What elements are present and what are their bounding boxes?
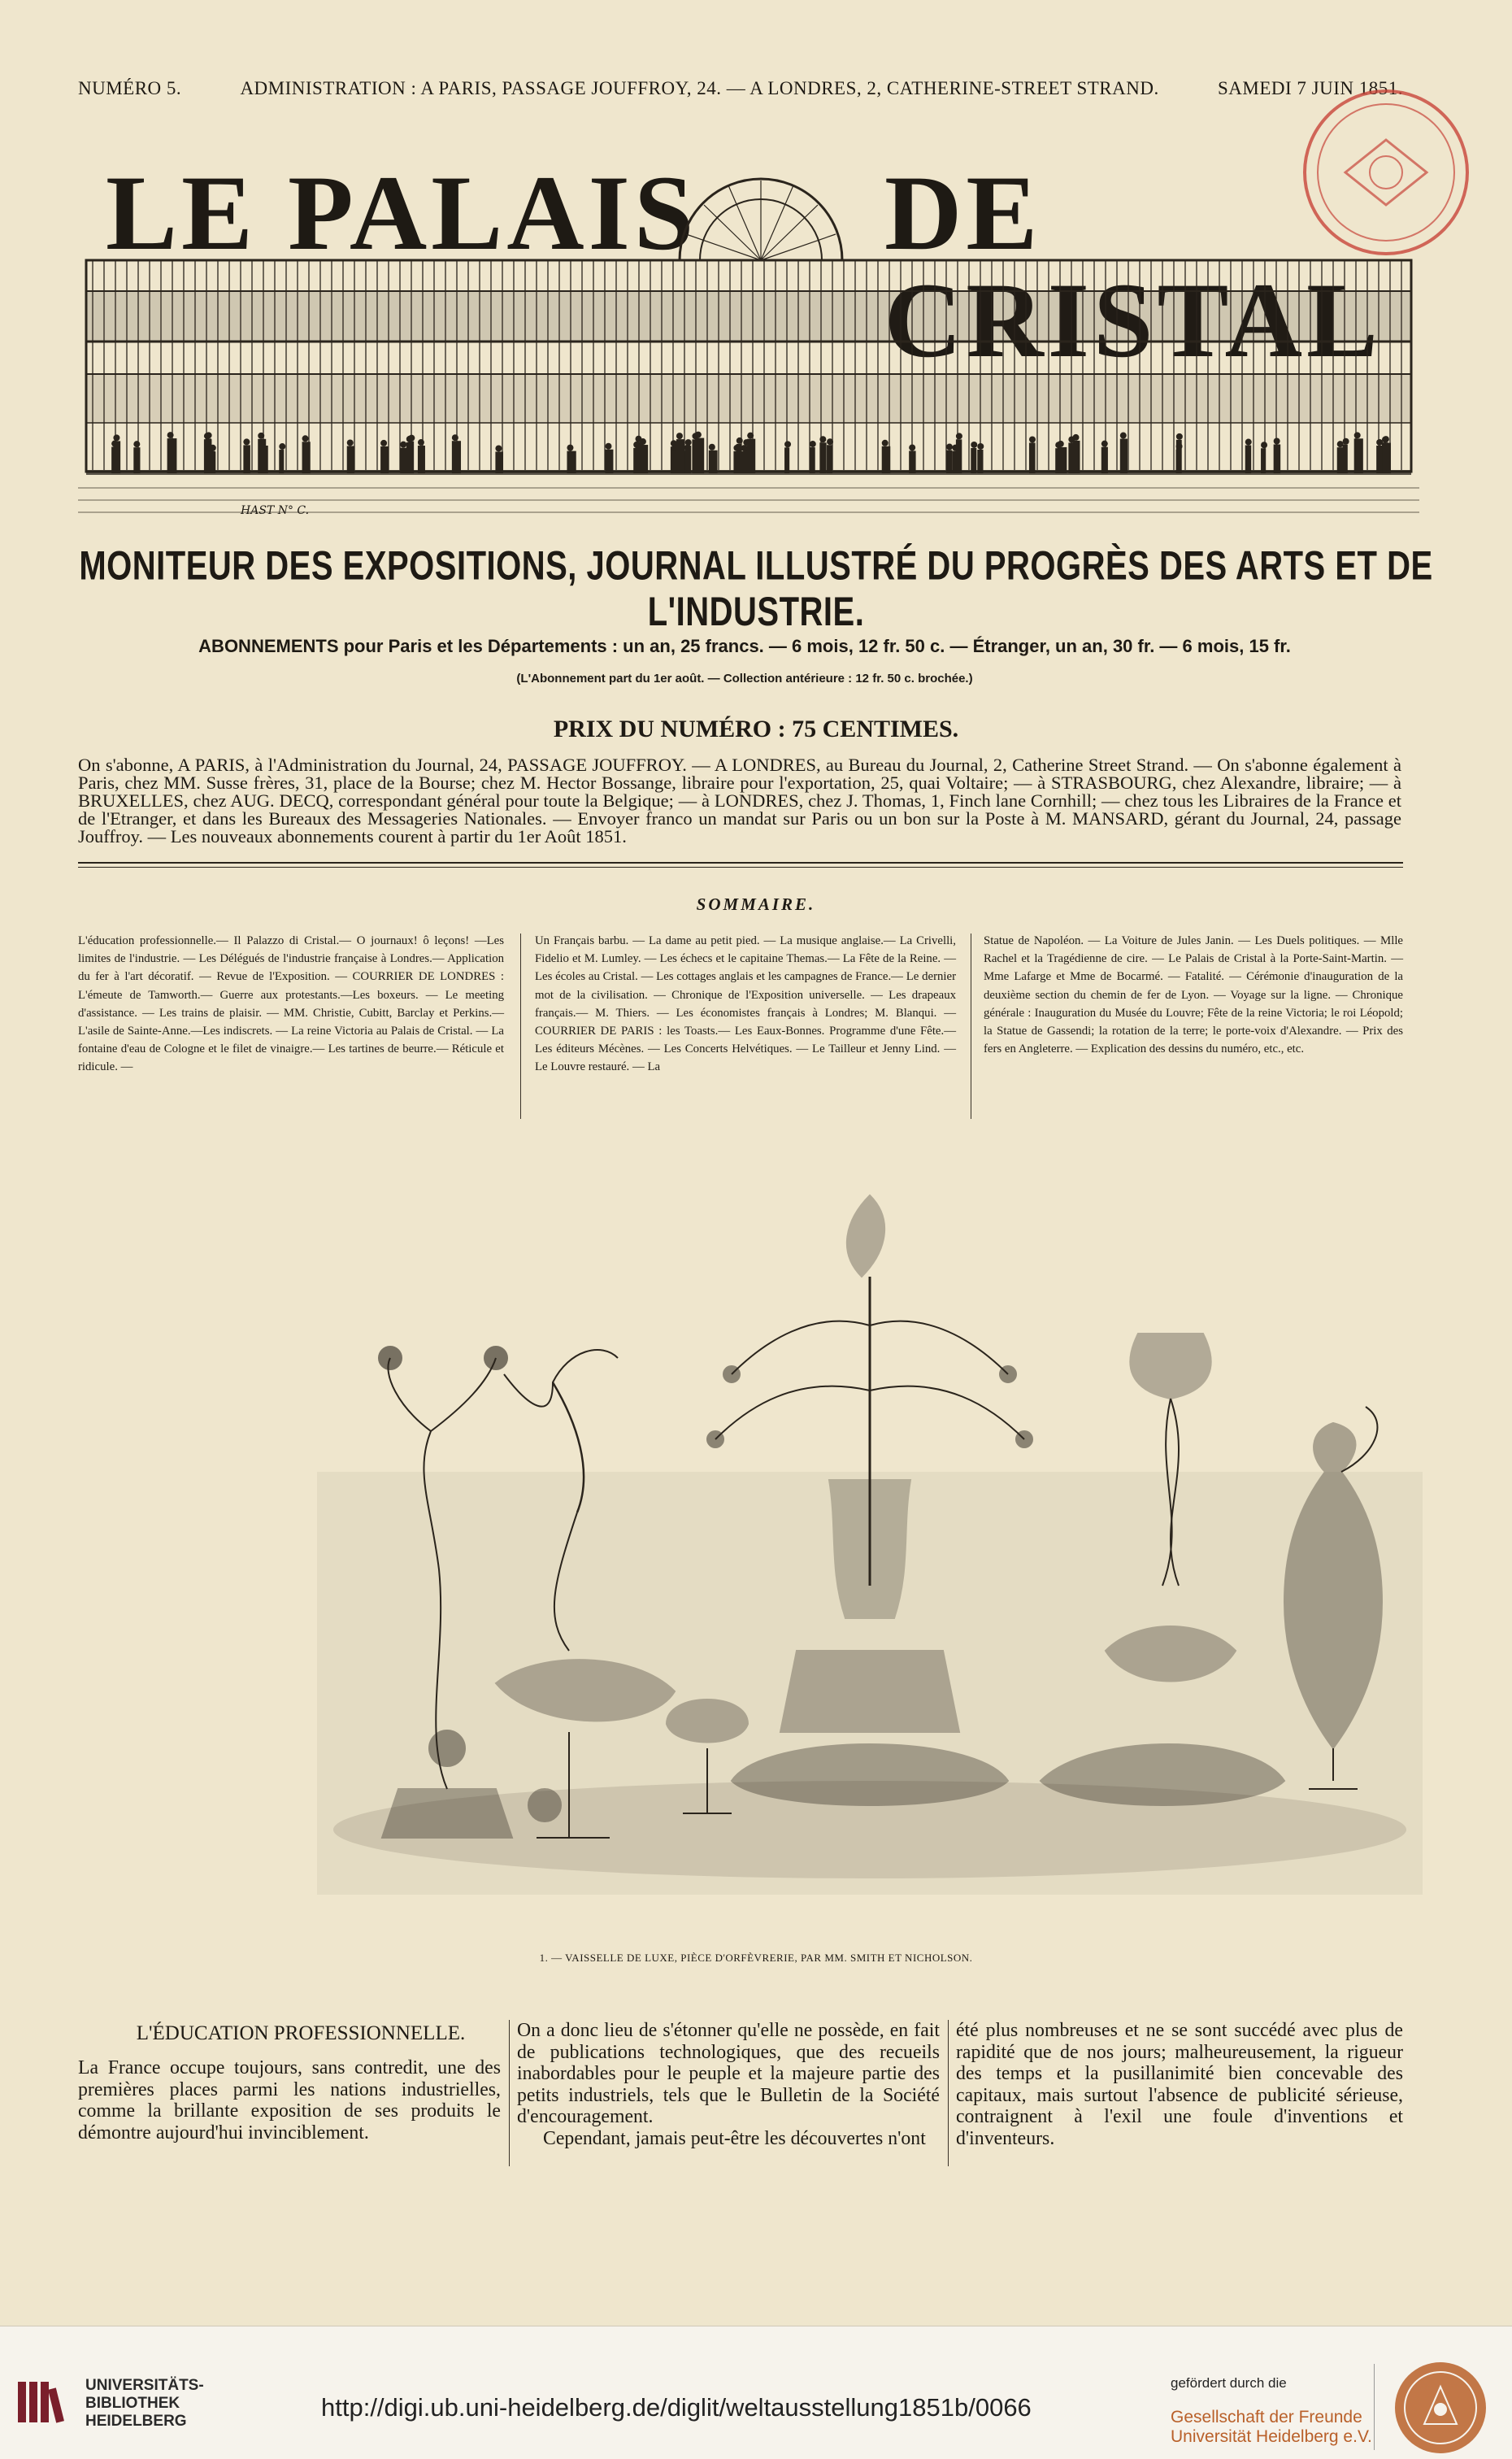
crowd-figure bbox=[909, 444, 915, 473]
crowd-figure bbox=[977, 443, 984, 473]
masthead-info-line bbox=[78, 78, 1403, 99]
crowd-figure bbox=[380, 440, 389, 473]
crowd-figure bbox=[1101, 441, 1108, 473]
crowd-figure bbox=[258, 433, 266, 473]
engraver-signature: HAST N° C. bbox=[241, 504, 310, 517]
digitization-footer bbox=[0, 2326, 1512, 2459]
title-right: DE CRISTAL bbox=[884, 153, 1383, 380]
crowd-figure bbox=[567, 445, 576, 473]
crowd-figure bbox=[676, 433, 684, 473]
crowd-figure bbox=[279, 443, 285, 473]
subscription-note: (L'Abonnement part du 1er août. — Collection antérieure : 12 fr. 50 c. brochée.) bbox=[516, 672, 973, 685]
article-column-1: La France occupe toujours, sans contredit, une des premières places parmi les nations industrielles, comme la brillante exposition de ses produits le démontre aujourd'hui invinciblement. bbox=[78, 2057, 501, 2143]
column-rule bbox=[509, 2020, 510, 2166]
crowd-figure bbox=[784, 441, 791, 473]
crowd-figure bbox=[956, 433, 962, 473]
crowd-figure bbox=[243, 438, 250, 473]
crowd-figure bbox=[210, 445, 216, 473]
crowd-figure bbox=[452, 434, 461, 473]
crowd-figure bbox=[113, 434, 120, 473]
crowd-figure bbox=[685, 439, 692, 473]
crowd-figure bbox=[819, 436, 826, 473]
crowd-figure bbox=[1274, 437, 1281, 473]
column-rule bbox=[948, 2020, 949, 2166]
crowd-figure bbox=[827, 438, 833, 473]
sommaire-column-2: Un Français barbu. — La dame au petit pied. — La musique anglaise.— La Crivelli, Fidelio et M. Lumley. — Les échecs et le capitaine Themas.— La Fête de la Reine. — Les écoles au Cristal. — Les cottages anglais et les campagnes de France.— Le dernier mot de la civilisation. — Chronique de l'Exposition universelle. — Les drapeaux français.— M. Thiers. — Les économistes français à Londres; M. Blanqui. — COURRIER DE PARIS : les Toasts.— Les Eaux-Bonnes. Programme d'une Fête.— Les éditeurs Mécènes. — Les Concerts Helvétiques. — Le Tailleur et Jenny Lind. — Le Louvre restauré. — La bbox=[535, 934, 956, 1074]
university-library-name bbox=[85, 2377, 204, 2431]
crowd-figure bbox=[640, 438, 648, 473]
society-name-line-2: Universität Heidelberg e.V. bbox=[1171, 2427, 1372, 2446]
title-left: LE PALAIS bbox=[106, 153, 698, 272]
university-seal-icon bbox=[1390, 2359, 1492, 2457]
article-column-2a bbox=[517, 2020, 940, 2128]
crowd-figure bbox=[1261, 442, 1267, 473]
university-name-line-3: HEIDELBERG bbox=[85, 2413, 187, 2430]
crowd-figure bbox=[946, 444, 953, 473]
university-logo-icon bbox=[15, 2374, 72, 2431]
column-rule bbox=[520, 934, 521, 1119]
crowd-figure bbox=[971, 442, 977, 473]
divider-rule bbox=[78, 867, 1403, 868]
silverware-engraving bbox=[309, 1163, 1431, 1943]
crowd-figure bbox=[347, 439, 354, 473]
society-name-line-1: Gesellschaft der Freunde bbox=[1171, 2408, 1362, 2426]
university-name-line-2: BIBLIOTHEK bbox=[85, 2395, 180, 2412]
crowd-figure bbox=[1176, 433, 1183, 473]
issue-price: PRIX DU NUMÉRO : 75 CENTIMES. bbox=[553, 716, 959, 742]
society-name bbox=[1171, 2408, 1372, 2447]
journal-subtitle: MONITEUR DES EXPOSITIONS, JOURNAL ILLUSTRÉ DU PROGRÈS DES ARTS ET DE L'INDUSTRIE. bbox=[79, 543, 1433, 634]
sommaire-column-3: Statue de Napoléon. — La Voiture de Jules Janin. — Les Duels politiques. — Mlle Rachel et la Tragédienne de cire. — Le Palais de Cristal à la Porte-Saint-Martin. — Mme Lafarge et Mme de Bocarmé. — Fatalité. — Cérémonie d'inauguration de la deuxième section du chemin de fer de Lyon. — Voyage sur la ligne. — Chronique générale : Inauguration du Musée du Louvre; Fête de la reine Victoria; le roi Léopold; la Statue de Gassendi; la rotation de la terre; le porte-voix d'Alexandre. — Prix des fers en Angleterre. — Explication des dessins du numéro, etc., etc. bbox=[984, 934, 1403, 1056]
article-column-2b: Cependant, jamais peut-être les découvertes n'ont bbox=[543, 2128, 926, 2149]
crowd-figure bbox=[605, 443, 613, 473]
crowd-figure bbox=[1376, 439, 1383, 473]
crowd-figure bbox=[1245, 439, 1252, 473]
sommaire-heading: SOMMAIRE. bbox=[696, 894, 816, 914]
crowd-figure bbox=[1058, 441, 1067, 473]
crowd-figure bbox=[747, 433, 755, 473]
issue-number: NUMÉRO 5. bbox=[78, 78, 182, 98]
crowd-figure bbox=[1343, 438, 1349, 473]
digital-copy-url[interactable]: http://digi.ub.uni-heidelberg.de/diglit/weltausstellung1851b/0066 bbox=[321, 2393, 1032, 2422]
crowd-figure bbox=[741, 445, 747, 473]
article-column-3: été plus nombreuses et ne se sont succédé avec plus de rapidité que de nos jours; malheureusement, la rigueur des temps et la pusillanimité bien concevable des capitaux, mais surtout l'absence de publicité sérieuse, contraignent à l'exil une foule d'inventions et d'inventeurs. bbox=[956, 2020, 1403, 2149]
crowd-figure bbox=[733, 445, 740, 473]
subscription-notice: On s'abonne, A PARIS, à l'Administration du Journal, 24, PASSAGE JOUFFROY. — A LONDRES, au Bureau du Journal, 2, Catherine Street Strand. — On s'abonne également à Paris, chez MM. Susse frères, 31, place de la Bourse; chez M. Hector Bossange, libraire pour l'exportation, 25, quai Voltaire; — à STRASBOURG, chez Alexandre, libraire; — à BRUXELLES, chez AUG. DECQ, correspondant général pour toute la Belgique; — à LONDRES, chez J. Thomas, 1, Finch lane Cornhill; — chez tous les Libraires de la France et de l'Etranger, et dans les Bureaux des Messageries Nationales. — Envoyer franco un mandat sur Paris ou un bon sur la Poste à M. MANSARD, gérant du Journal, 24, passage Jouffroy. — Les nouveaux abonnements courent à partir du 1er Août 1851. bbox=[78, 755, 1401, 847]
university-name-line-1: UNIVERSITÄTS- bbox=[85, 2377, 204, 2394]
funded-by-label: gefördert durch die bbox=[1171, 2375, 1287, 2391]
article-title: L'ÉDUCATION PROFESSIONNELLE. bbox=[136, 2022, 466, 2044]
subscription-rates: ABONNEMENTS pour Paris et les Départements : un an, 25 francs. — 6 mois, 12 fr. 50 c. — Étranger, un an, 30 fr. — 6 mois, 15 fr. bbox=[198, 636, 1291, 656]
administration-address: ADMINISTRATION : A PARIS, PASSAGE JOUFFROY, 24. — A LONDRES, 2, CATHERINE-STREET STRAND. bbox=[240, 78, 1159, 98]
article-column-2-paragraph-1: On a donc lieu de s'étonner qu'elle ne possède, en fait de publications technologiques, que des recueils inabordables pour le peuple et la majeure partie des petits industriels, tels que le Bulletin de la Société d'encouragement. bbox=[517, 2020, 940, 2127]
crowd-figure bbox=[418, 439, 425, 473]
issue-date: SAMEDI 7 JUIN 1851. bbox=[1218, 78, 1403, 98]
illustration-caption: 1. — VAISSELLE DE LUXE, PIÈCE D'ORFÈVRERIE, PAR MM. SMITH ET NICHOLSON. bbox=[539, 1952, 973, 1964]
crowd-figure bbox=[1029, 436, 1036, 473]
crowd-figure bbox=[810, 441, 816, 473]
crystal-palace-engraving bbox=[78, 155, 1419, 537]
divider-rule bbox=[78, 862, 1403, 864]
crowd-figure bbox=[1120, 433, 1127, 473]
sommaire-column-1: L'éducation professionnelle.— Il Palazzo di Cristal.— O journaux! ô leçons! —Les limites de l'industrie. — Les Délégués de l'industrie française à Londres.— Application du fer à l'art décoratif. — Revue de l'Exposition. — COURRIER DE LONDRES : L'émeute de Tamworth.— Guerre aux protestants.—Les boxeurs. — Le meeting d'assistance. — Les trains de plaisir. — MM. Christie, Cubitt, Barclay et Perkins.— L'asile de Sainte-Anne.—Les indiscrets. — La reine Victoria au Palais de Cristal. — La fontaine d'eau de Cologne et le filet de vinaigre.— Les tartines de beurre.— Réticule et ridicule. — bbox=[78, 934, 504, 1074]
footer-divider bbox=[1374, 2364, 1375, 2450]
crowd-figure bbox=[133, 441, 140, 473]
crowd-figure bbox=[709, 444, 718, 473]
